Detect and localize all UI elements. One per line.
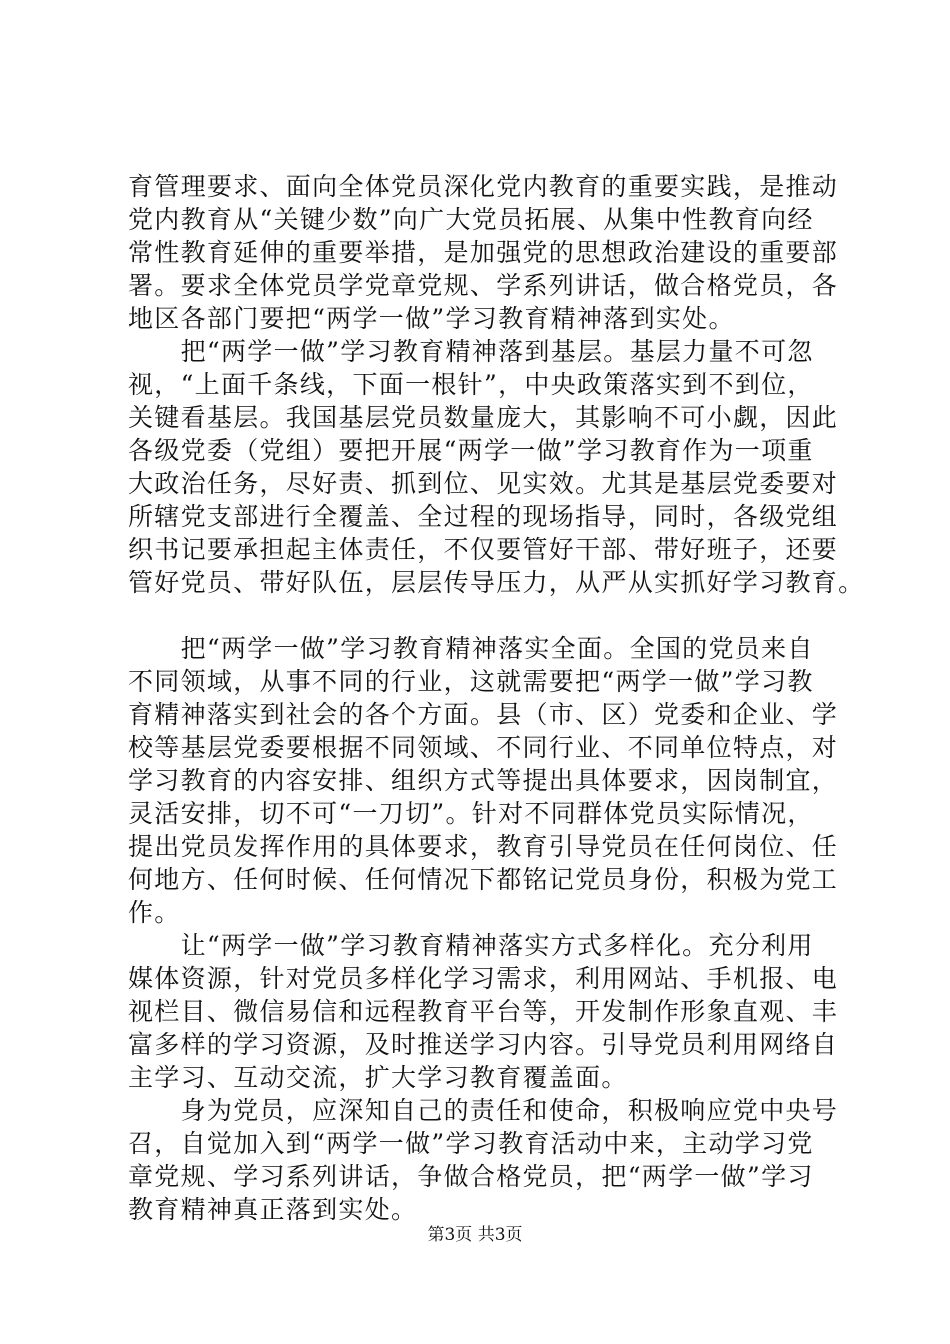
document-body bbox=[128, 170, 865, 1226]
text-line: 育管理要求、面向全体党员深化党内教育的重要实践，是推动 bbox=[128, 172, 839, 201]
page-footer: 第3页 共3页 bbox=[427, 1225, 523, 1245]
text-line: 织书记要承担起主体责任，不仅要管好干部、带好班子，还要 bbox=[128, 535, 839, 564]
text-line: 地区各部门要把“两学一做”学习教育精神落到实处。 bbox=[128, 304, 735, 333]
text-line: 管好党员、带好队伍，层层传导压力，从严从实抓好学习教育。 bbox=[128, 568, 865, 597]
text-line: 视，“上面千条线，下面一根针”，中央政策落实到不到位， bbox=[128, 370, 814, 399]
text-line: 学习教育的内容安排、组织方式等提出具体要求，因岗制宜， bbox=[128, 766, 839, 795]
text-line: 校等基层党委要根据不同领域、不同行业、不同单位特点，对 bbox=[128, 733, 839, 762]
text-line: 媒体资源，针对党员多样化学习需求，利用网站、手机报、电 bbox=[128, 964, 839, 993]
text-line: 常性教育延伸的重要举措，是加强党的思想政治建设的重要部 bbox=[128, 238, 839, 267]
text-line: 教育精神真正落到实处。 bbox=[128, 1195, 418, 1224]
text-line: 何地方、任何时候、任何情况下都铭记党员身份，积极为党工 bbox=[128, 865, 839, 894]
text-line: 把“两学一做”学习教育精神落到基层。基层力量不可忽 bbox=[128, 337, 814, 366]
text-line: 作。 bbox=[128, 898, 181, 927]
text-line: 关键看基层。我国基层党员数量庞大，其影响不可小觑，因此 bbox=[128, 403, 839, 432]
text-line: 大政治任务，尽好责、抓到位、见实效。尤其是基层党委要对 bbox=[128, 469, 839, 498]
text-line: 署。要求全体党员学党章党规、学系列讲话，做合格党员，各 bbox=[128, 271, 839, 300]
text-line: 主学习、互动交流，扩大学习教育覆盖面。 bbox=[128, 1063, 628, 1092]
text-line: 召，自觉加入到“两学一做”学习教育活动中来，主动学习党 bbox=[128, 1129, 814, 1158]
text-line: 身为党员，应深知自己的责任和使命，积极响应党中央号 bbox=[128, 1096, 839, 1125]
text-line: 让“两学一做”学习教育精神落实方式多样化。充分利用 bbox=[128, 931, 814, 960]
text-line: 所辖党支部进行全覆盖、全过程的现场指导，同时，各级党组 bbox=[128, 502, 839, 531]
text-line: 视栏目、微信易信和远程教育平台等，开发制作形象直观、丰 bbox=[128, 997, 839, 1026]
text-line: 灵活安排，切不可“一刀切”。针对不同群体党员实际情况， bbox=[128, 799, 814, 828]
text-line: 把“两学一做”学习教育精神落实全面。全国的党员来自 bbox=[128, 634, 814, 663]
text-line: 不同领域，从事不同的行业，这就需要把“两学一做”学习教 bbox=[128, 667, 814, 696]
text-line: 提出党员发挥作用的具体要求，教育引导党员在任何岗位、任 bbox=[128, 832, 839, 861]
text-line: 富多样的学习资源，及时推送学习内容。引导党员利用网络自 bbox=[128, 1030, 839, 1059]
text-line: 党内教育从“关键少数”向广大党员拓展、从集中性教育向经 bbox=[128, 205, 814, 234]
text-line: 育精神落实到社会的各个方面。县（市、区）党委和企业、学 bbox=[128, 700, 839, 729]
text-line: 各级党委（党组）要把开展“两学一做”学习教育作为一项重 bbox=[128, 436, 814, 465]
blank-line bbox=[128, 599, 828, 632]
text-line: 章党规、学习系列讲话，争做合格党员，把“两学一做”学习 bbox=[128, 1162, 814, 1191]
